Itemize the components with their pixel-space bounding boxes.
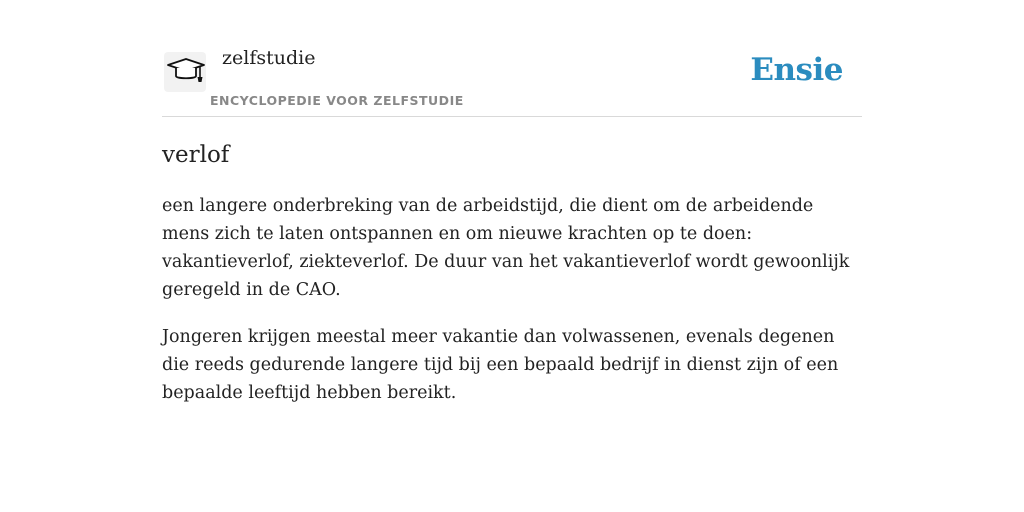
article-paragraph: een langere onderbreking van de arbeidstijd, die dient om de arbeidende mens zich te laten ontspannen en om nieuwe krachten op te doen: vakantieverlof, ziekteverlof. De duur van het vakantieverlof wordt gewoonlijk geregeld in de CAO. [162,196,850,300]
article-title: verlof [162,142,230,168]
tagline: ENCYCLOPEDIE VOOR ZELFSTUDIE [210,93,464,108]
ensie-logo-link[interactable]: Ensie [750,52,843,88]
article-paragraph: Jongeren krijgen meestal meer vakantie dan volwassenen, evenals degenen die reeds gedurende langere tijd bij een bepaald bedrijf in dienst zijn of een bepaalde leeftijd hebben bereikt. [162,327,839,403]
article-content [162,192,862,426]
site-name-link[interactable]: zelfstudie [222,47,316,69]
graduation-cap-icon[interactable] [164,52,206,92]
page [162,0,862,512]
header [162,0,862,117]
